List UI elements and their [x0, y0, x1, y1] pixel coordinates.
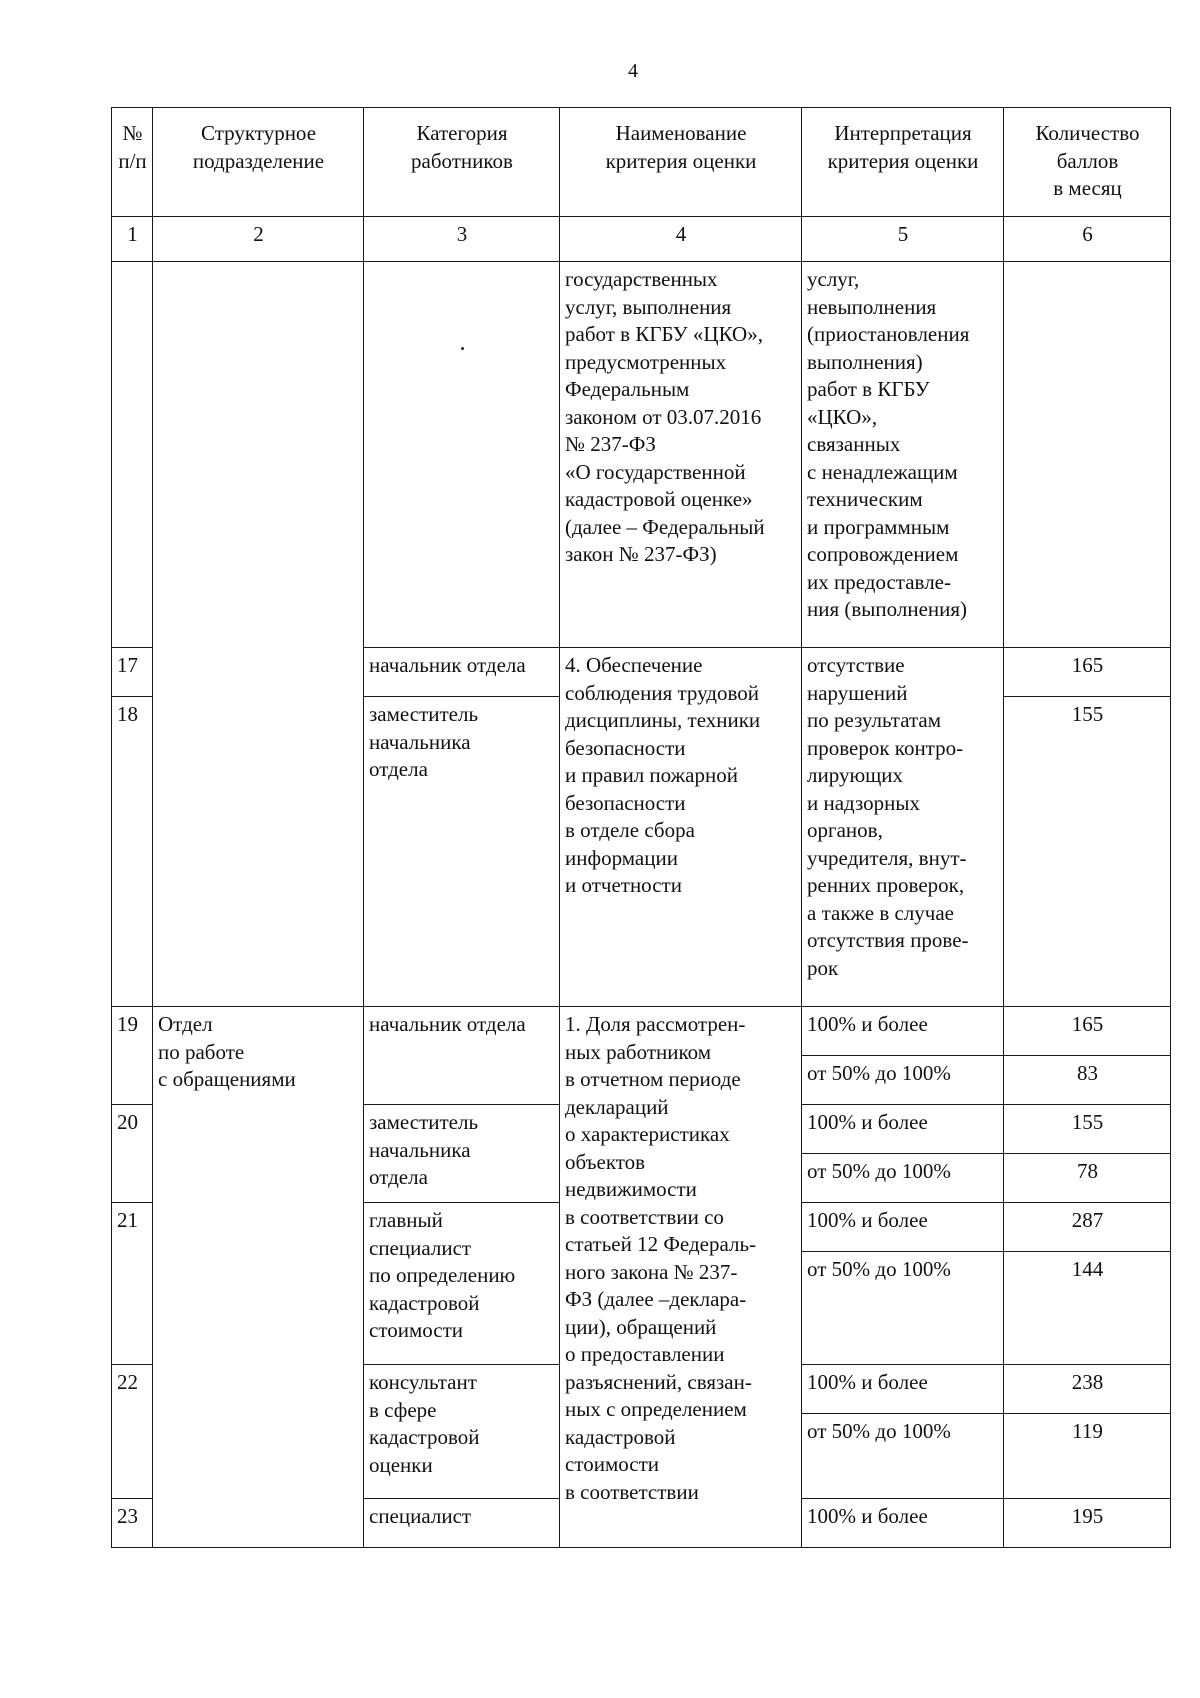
interpretation-cell: от 50% до 100%	[802, 1414, 1004, 1499]
header-department: Структурное подразделение	[153, 108, 364, 217]
interpretation-cell: 100% и более	[802, 1365, 1004, 1414]
criterion-cell: 1. Доля рассмотрен- ных работником в отчетном периоде деклараций о характеристиках объектов недвижимости в соответствии со статьей 12 Федераль- ного закона № 237- ФЗ (далее –деклара- ции), обращений о предоставлении разъяснений, связан- ных с определением кадастровой стоимости в соответствии	[560, 1007, 802, 1548]
cell-empty	[1004, 262, 1171, 648]
points-cell: 287	[1004, 1203, 1171, 1252]
header-criterion: Наименование критерия оценки	[560, 108, 802, 217]
row-number: 20	[112, 1105, 153, 1203]
row-number: 21	[112, 1203, 153, 1365]
column-index: 6	[1004, 217, 1171, 262]
interpretation-cell: отсутствие нарушений по результатам проверок контро- лирующих и надзорных органов, учредителя, внут- ренних проверок, а также в случае отсутствия прове- рок	[802, 648, 1004, 1007]
dot-mark	[461, 347, 464, 350]
continuation-row	[112, 262, 1171, 648]
interpretation-cell: от 50% до 100%	[802, 1252, 1004, 1365]
header-category: Категория работников	[364, 108, 560, 217]
row-number: 18	[112, 697, 153, 1007]
interpretation-cell: 100% и более	[802, 1007, 1004, 1056]
points-cell: 83	[1004, 1056, 1171, 1105]
column-index: 2	[153, 217, 364, 262]
row-number: 22	[112, 1365, 153, 1499]
points-cell: 195	[1004, 1499, 1171, 1548]
interpretation-continuation: услуг, невыполнения (приостановления выполнения) работ в КГБУ «ЦКО», связанных с ненадлежащим техническим и программным сопровождением их предоставле- ния (выполнения)	[802, 262, 1004, 648]
department-cell-empty	[153, 262, 364, 1007]
points-cell: 155	[1004, 697, 1171, 1007]
column-index: 3	[364, 217, 560, 262]
header-number: № п/п	[112, 108, 153, 217]
header-points: Количество баллов в месяц	[1004, 108, 1171, 217]
table-row	[112, 1007, 1171, 1056]
category-cell: консультант в сфере кадастровой оценки	[364, 1365, 560, 1499]
category-cell: начальник отдела	[364, 648, 560, 697]
column-index: 4	[560, 217, 802, 262]
points-cell: 144	[1004, 1252, 1171, 1365]
department-cell: Отдел по работе с обращениями	[153, 1007, 364, 1548]
points-cell: 78	[1004, 1154, 1171, 1203]
criterion-continuation: государственных услуг, выполнения работ в КГБУ «ЦКО», предусмотренных Федеральным законом от 03.07.2016 № 237-ФЗ «О государственной кадастровой оценке» (далее – Федеральный закон № 237-ФЗ)	[560, 262, 802, 648]
row-number: 17	[112, 648, 153, 697]
header-interpretation: Интерпретация критерия оценки	[802, 108, 1004, 217]
points-cell: 238	[1004, 1365, 1171, 1414]
category-cell: специалист	[364, 1499, 560, 1548]
interpretation-cell: от 50% до 100%	[802, 1056, 1004, 1105]
criteria-table	[111, 107, 1171, 1548]
column-index: 1	[112, 217, 153, 262]
category-cell: заместитель начальника отдела	[364, 1105, 560, 1203]
points-cell: 165	[1004, 1007, 1171, 1056]
column-index-row	[112, 217, 1171, 262]
interpretation-cell: 100% и более	[802, 1203, 1004, 1252]
points-cell: 165	[1004, 648, 1171, 697]
interpretation-cell: от 50% до 100%	[802, 1154, 1004, 1203]
page-number: 4	[628, 60, 638, 82]
row-number: 23	[112, 1499, 153, 1548]
interpretation-cell: 100% и более	[802, 1499, 1004, 1548]
header-row	[112, 108, 1171, 217]
points-cell: 119	[1004, 1414, 1171, 1499]
category-cell: главный специалист по определению кадастровой стоимости	[364, 1203, 560, 1365]
column-index: 5	[802, 217, 1004, 262]
category-cell: заместитель начальника отдела	[364, 697, 560, 1007]
points-cell: 155	[1004, 1105, 1171, 1154]
interpretation-cell: 100% и более	[802, 1105, 1004, 1154]
category-cell: начальник отдела	[364, 1007, 560, 1105]
cell-empty	[112, 262, 153, 648]
criterion-cell: 4. Обеспечение соблюдения трудовой дисциплины, техники безопасности и правил пожарной безопасности в отделе сбора информации и отчетности	[560, 648, 802, 1007]
cell-empty	[364, 262, 560, 648]
row-number: 19	[112, 1007, 153, 1105]
